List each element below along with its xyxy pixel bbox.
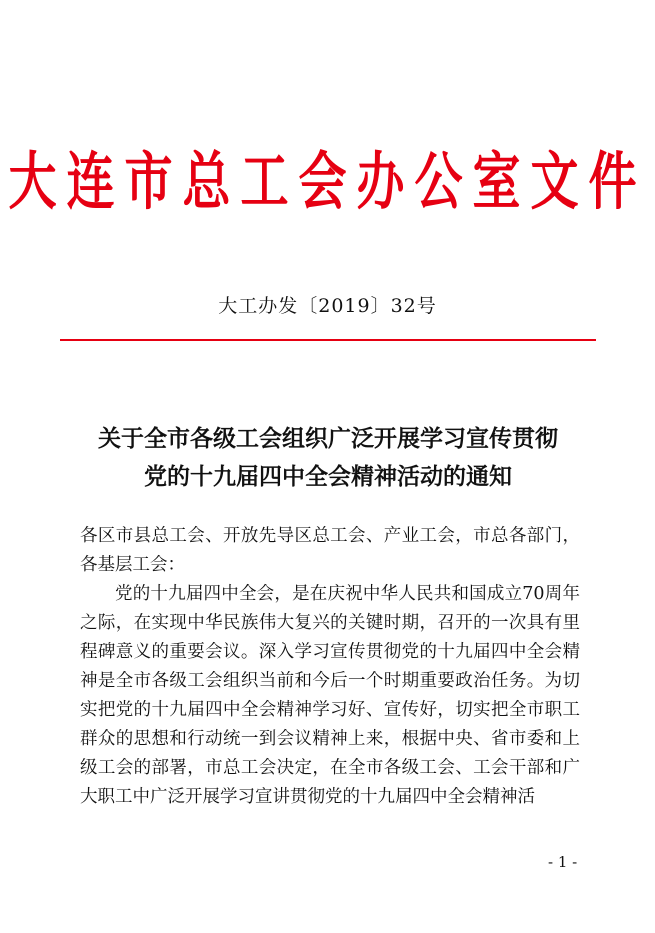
red-divider-line (60, 339, 596, 341)
notice-title (60, 420, 596, 496)
notice-title-line-1: 关于全市各级工会组织广泛开展学习宣传贯彻 (98, 426, 558, 452)
notice-title-line-2: 党的十九届四中全会精神活动的通知 (144, 464, 512, 490)
page-number: - 1 - (548, 853, 578, 871)
document-body (80, 522, 580, 812)
document-header-title: 大连市总工会办公室文件 (8, 145, 647, 219)
recipients-line: 各区市县总工会、开放先导区总工会、产业工会，市总各部门，各基层工会： (80, 526, 580, 575)
body-paragraph: 党的十九届四中全会，是在庆祝中华人民共和国成立70周年之际，在实现中华民族伟大复兴的关键时期，召开的一次具有里程碑意义的重要会议。深入学习宣传贯彻党的十九届四中全会精神是全市各级工会组织当前和今后一个时期重要政治任务。为切实把党的十九届四中全会精神学习好、宣传好，切实把全市职工群众的思想和行动统一到会议精神上来，根据中央、省市委和上级工会的部署，市总工会决定，在全市各级工会、工会干部和广大职工中广泛开展学习宣讲贯彻党的十九届四中全会精神活 (80, 584, 580, 807)
document-number: 大工办发〔2019〕32号 (218, 295, 437, 317)
